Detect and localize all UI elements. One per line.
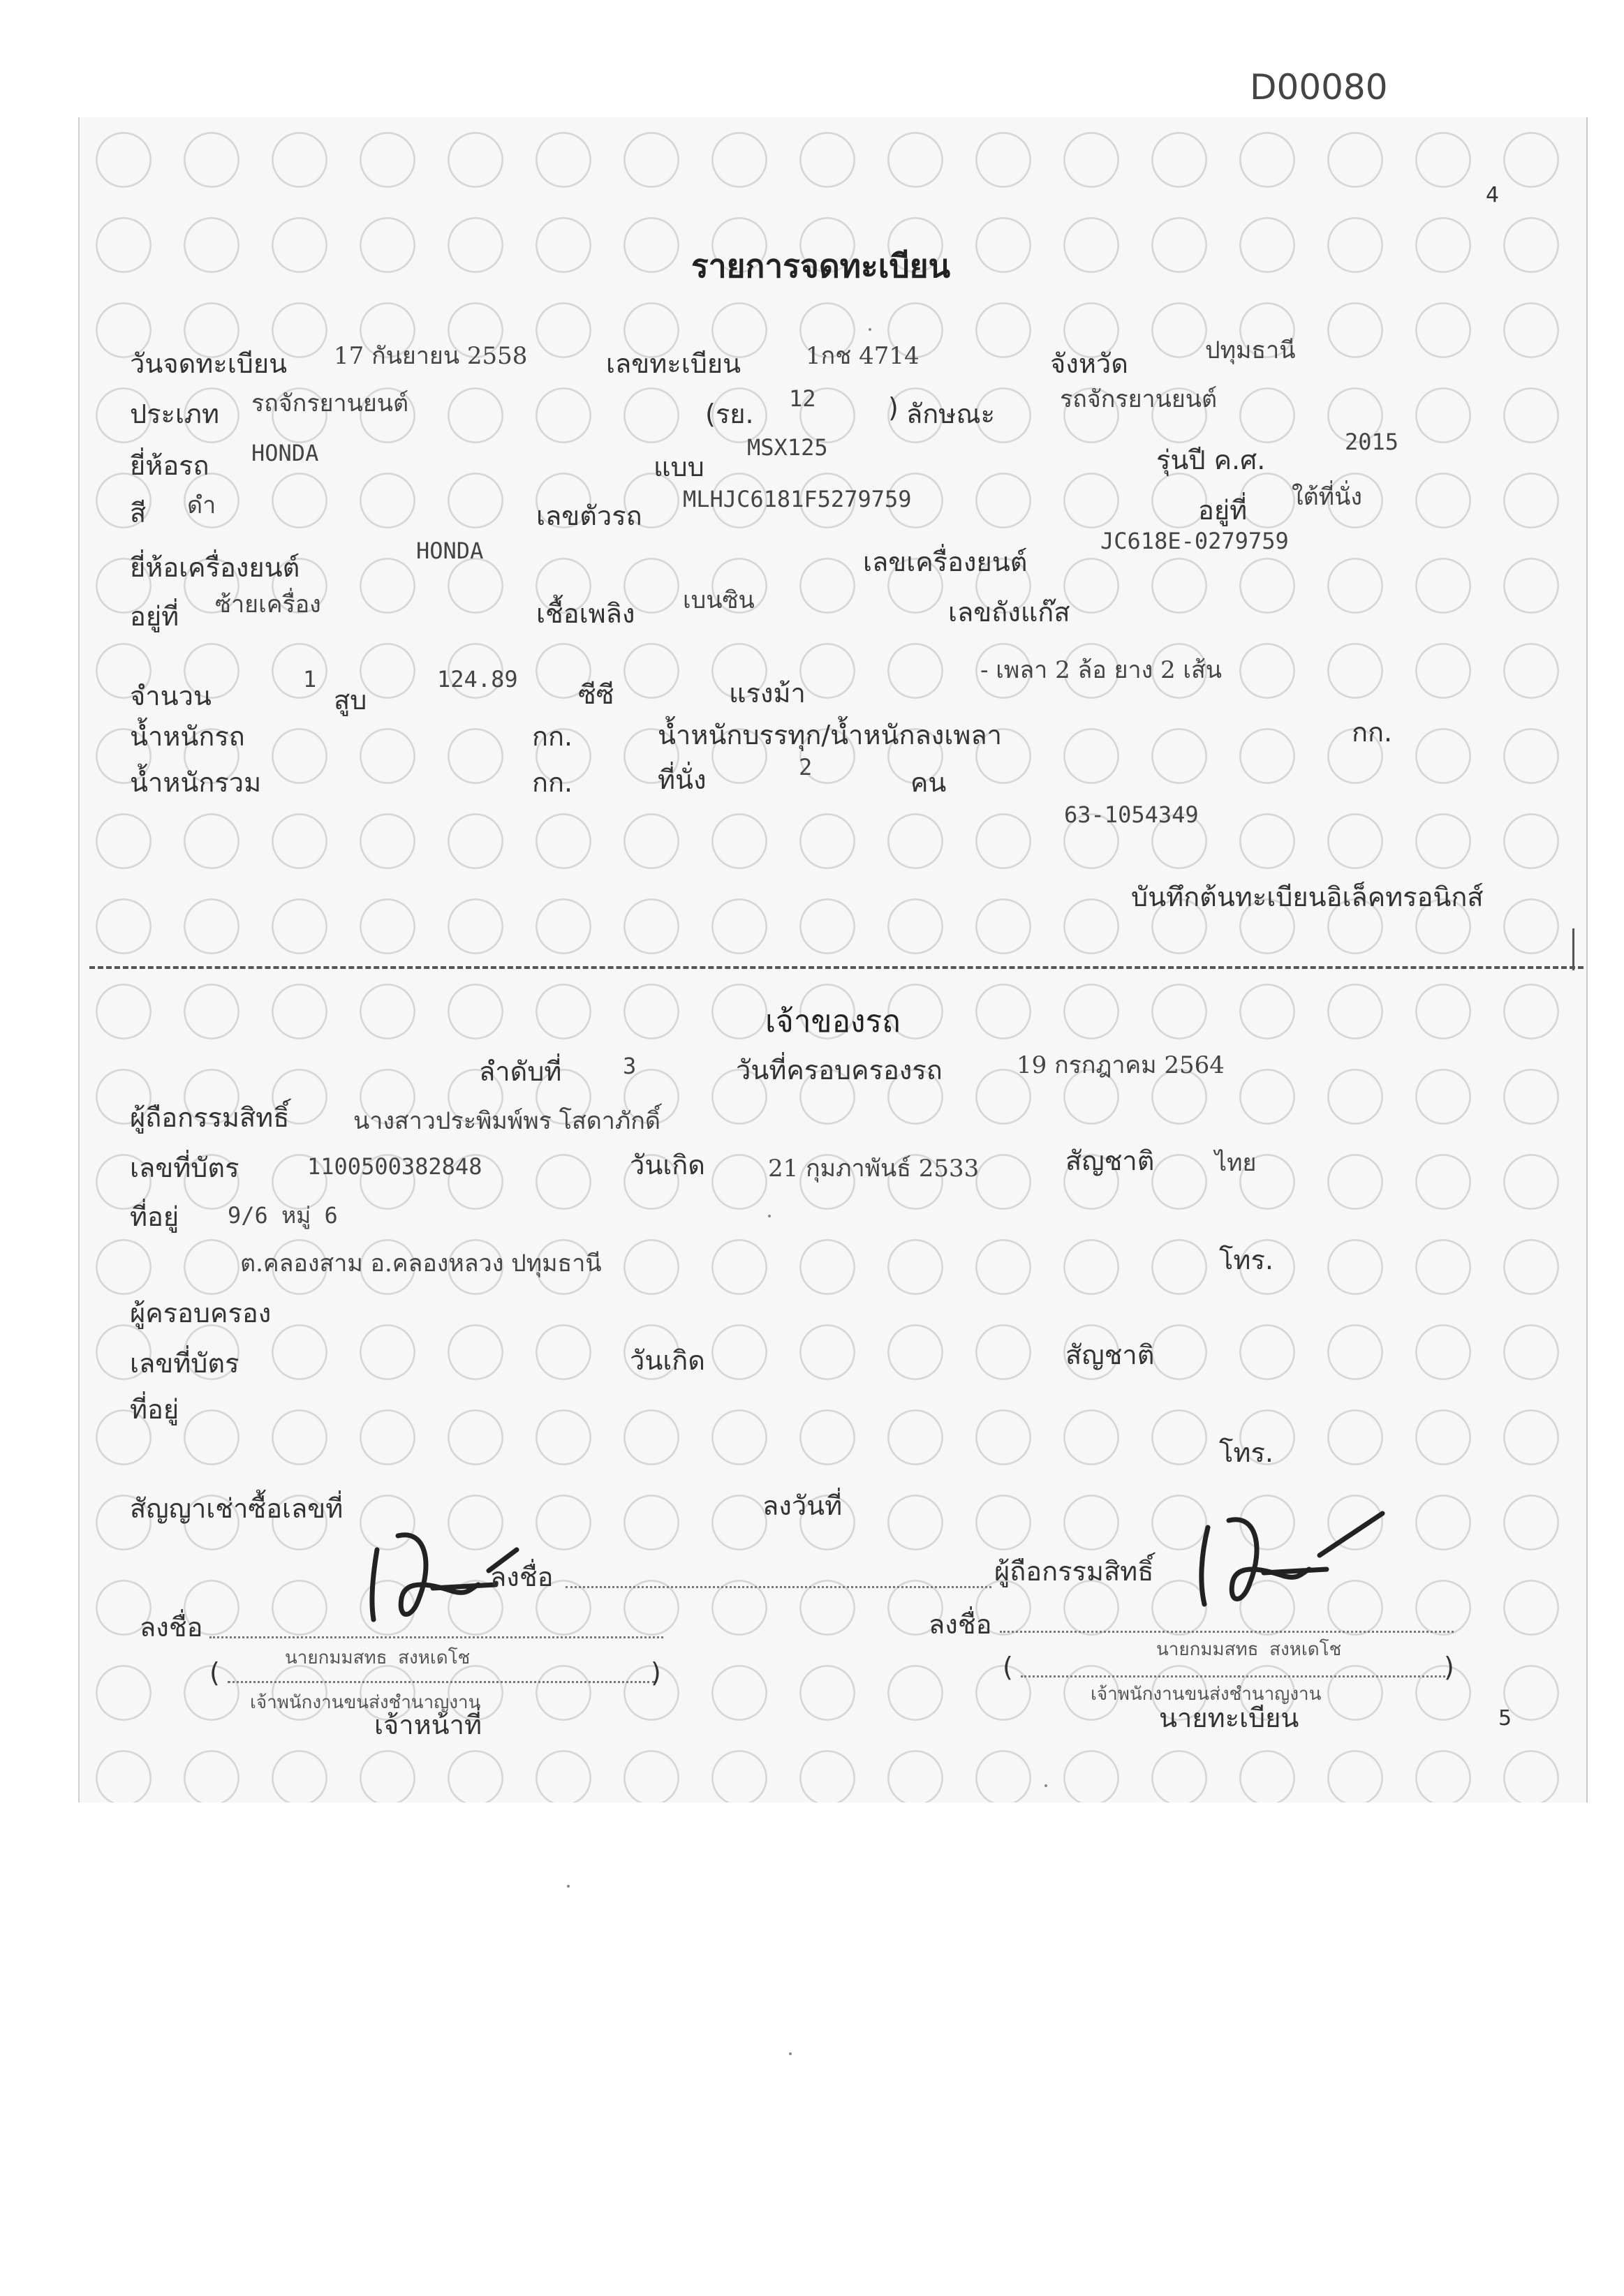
left-paren-close: ) (651, 1657, 661, 1688)
order-label: ลำดับที่ (479, 1056, 562, 1087)
id-number: 1100500382848 (307, 1153, 482, 1180)
engine-location-value: ซ้ายเครื่อง (215, 591, 321, 619)
e-record-label: บันทึกต้นทะเบียนอิเล็คทรอนิกส์ (1131, 882, 1484, 912)
kg-1: กก. (532, 721, 573, 752)
persons-label: คน (910, 767, 947, 798)
possessor-nationality-label: สัญชาติ (1065, 1340, 1155, 1370)
vin-location-value: ใต้ที่นั่ง (1292, 483, 1362, 511)
document-code: D00080 (1250, 67, 1388, 108)
engine-location-label: อยู่ที่ (130, 601, 179, 632)
page-number-bottom: 5 (1498, 1706, 1512, 1731)
type-value: รถจักรยานยนต์ (251, 390, 409, 417)
holder-sign-label: ลงชื่อ (490, 1562, 554, 1592)
year-value: 2015 (1345, 429, 1399, 455)
possessor-label: ผู้ครอบครอง (130, 1298, 272, 1328)
vin-label: เลขตัวรถ (536, 501, 642, 531)
holder-sign-suffix: ผู้ถือกรรมสิทธิ์ (994, 1556, 1154, 1587)
character-label: ลักษณะ (906, 399, 996, 429)
vin-value: MLHJC6181F5279759 (683, 486, 912, 512)
right-paren-open: ( (1003, 1652, 1013, 1682)
divider-tick (1572, 928, 1574, 970)
address-line2: ต.คลองสาม อ.คลองหลวง ปทุมธานี (240, 1250, 602, 1277)
cylinder-label: สูบ (334, 685, 367, 716)
section-divider (89, 966, 1584, 969)
fuel-value: เบนซิน (683, 586, 755, 614)
scan-speck (869, 328, 871, 331)
lease-contract-label: สัญญาเช่าซื้อเลขที่ (130, 1493, 344, 1524)
right-name-line (1021, 1675, 1449, 1677)
registration-title: รายการจดทะเบียน (691, 247, 951, 285)
address-label: ที่อยู่ (130, 1201, 179, 1232)
hp-label: แรงม้า (729, 678, 806, 709)
possessor-phone-label: โทร. (1219, 1437, 1274, 1468)
right-position: เจ้าพนักงานขนส่งชำนาญงาน (1091, 1684, 1322, 1705)
holder-name: นางสาวประพิมพ์พร โสดาภักดิ์ (353, 1107, 660, 1135)
total-weight-label: น้ำหนักรวม (130, 767, 262, 798)
engine-no-label: เลขเครื่องยนต์ (863, 547, 1028, 577)
right-paren-close: ) (1444, 1652, 1454, 1682)
scan-speck (567, 1885, 570, 1888)
weight-label: น้ำหนักรถ (130, 721, 245, 752)
plate-label: เลขทะเบียน (606, 348, 741, 379)
cylinders-value: 1 (303, 666, 317, 692)
engine-brand-label: ยี่ห้อเครื่องยนต์ (130, 552, 300, 583)
owner-title: เจ้าของรถ (765, 1004, 901, 1039)
kg-3: กก. (532, 767, 573, 798)
possession-date-value: 19 กรกฎาคม 2564 (1017, 1051, 1225, 1079)
province-value: ปทุมธานี (1205, 336, 1296, 364)
year-label: รุ่นปี ค.ศ. (1156, 445, 1266, 475)
right-sign-line (1000, 1631, 1454, 1633)
ry-close: ) (888, 392, 899, 423)
vin-location-label: อยู่ที่ (1198, 495, 1248, 526)
right-role: นายทะเบียน (1159, 1703, 1299, 1733)
possessor-address-label: ที่อยู่ (130, 1394, 179, 1425)
cc-label: ซีซี (578, 679, 614, 710)
color-label: สี (130, 498, 147, 528)
model-value: MSX125 (747, 434, 828, 461)
order-value: 3 (623, 1053, 637, 1079)
brand-value: HONDA (251, 440, 319, 466)
possessor-birth-label: วันเกิด (630, 1345, 705, 1376)
brand-label: ยี่ห้อรถ (130, 450, 209, 481)
reg-date-value: 17 กันยายน 2558 (334, 342, 528, 370)
ry-value: 12 (789, 385, 816, 412)
nationality-label: สัญชาติ (1065, 1146, 1155, 1176)
birth-label: วันเกิด (630, 1150, 705, 1180)
count-label: จำนวน (130, 681, 212, 711)
phone-label: โทร. (1219, 1245, 1274, 1275)
registrar-signature (1180, 1506, 1396, 1611)
character-value: รถจักรยานยนต์ (1060, 385, 1218, 413)
address-line1: 9/6 หมู่ 6 (228, 1202, 338, 1229)
scan-speck (768, 1215, 771, 1217)
holder-sign-line (566, 1586, 991, 1588)
right-sign-label: ลงชื่อ (929, 1609, 992, 1640)
engine-brand-value: HONDA (416, 538, 484, 564)
cc-value: 124.89 (437, 666, 518, 692)
holder-label: ผู้ถือกรรมสิทธิ์ (130, 1102, 290, 1133)
left-sign-line (209, 1636, 663, 1638)
nationality-value: ไทย (1215, 1149, 1257, 1177)
page-number-top: 4 (1486, 183, 1500, 207)
left-official-name: นายกมมสทธ สงหเดโช (285, 1647, 471, 1668)
reg-date-label: วันจดทะเบียน (130, 348, 288, 379)
fuel-label: เชื้อเพลิง (536, 598, 635, 629)
birth-date: 21 กุมภาพันธ์ 2533 (768, 1155, 980, 1183)
left-name-line (228, 1681, 655, 1683)
possession-date-label: วันที่ครอบครองรถ (736, 1055, 943, 1086)
scan-speck (789, 2052, 792, 2055)
axle-info: - เพลา 2 ล้อ ยาง 2 เส้น (980, 656, 1223, 684)
left-role: เจ้าหน้าที่ (374, 1710, 482, 1740)
record-number: 63-1054349 (1064, 801, 1199, 828)
left-position: เจ้าพนักงานขนส่งชำนาญงาน (250, 1692, 481, 1713)
seats-value: 2 (799, 754, 813, 780)
plate-value: 1กช 4714 (806, 342, 920, 370)
color-value: ดำ (187, 491, 216, 519)
date-signed-label: ลงวันที่ (762, 1490, 843, 1521)
seats-label: ที่นั่ง (658, 764, 707, 795)
province-label: จังหวัด (1050, 348, 1128, 379)
left-paren-open: ( (209, 1657, 220, 1688)
type-label: ประเภท (130, 399, 220, 429)
possessor-id-label: เลขที่บัตร (130, 1348, 239, 1379)
load-weight-label: น้ำหนักบรรทุก/น้ำหนักลงเพลา (658, 720, 1002, 750)
left-sign-label: ลงชื่อ (140, 1612, 203, 1643)
scan-speck (1044, 1784, 1047, 1787)
id-label: เลขที่บัตร (130, 1153, 239, 1183)
ry-open: (รย. (705, 399, 754, 429)
model-label: แบบ (654, 452, 704, 482)
right-official-name: นายกมมสทธ สงหเดโช (1156, 1639, 1342, 1660)
kg-2: กก. (1352, 717, 1393, 748)
engine-no-value: JC618E-0279759 (1100, 528, 1289, 554)
gas-tank-label: เลขถังแก๊ส (948, 597, 1070, 628)
